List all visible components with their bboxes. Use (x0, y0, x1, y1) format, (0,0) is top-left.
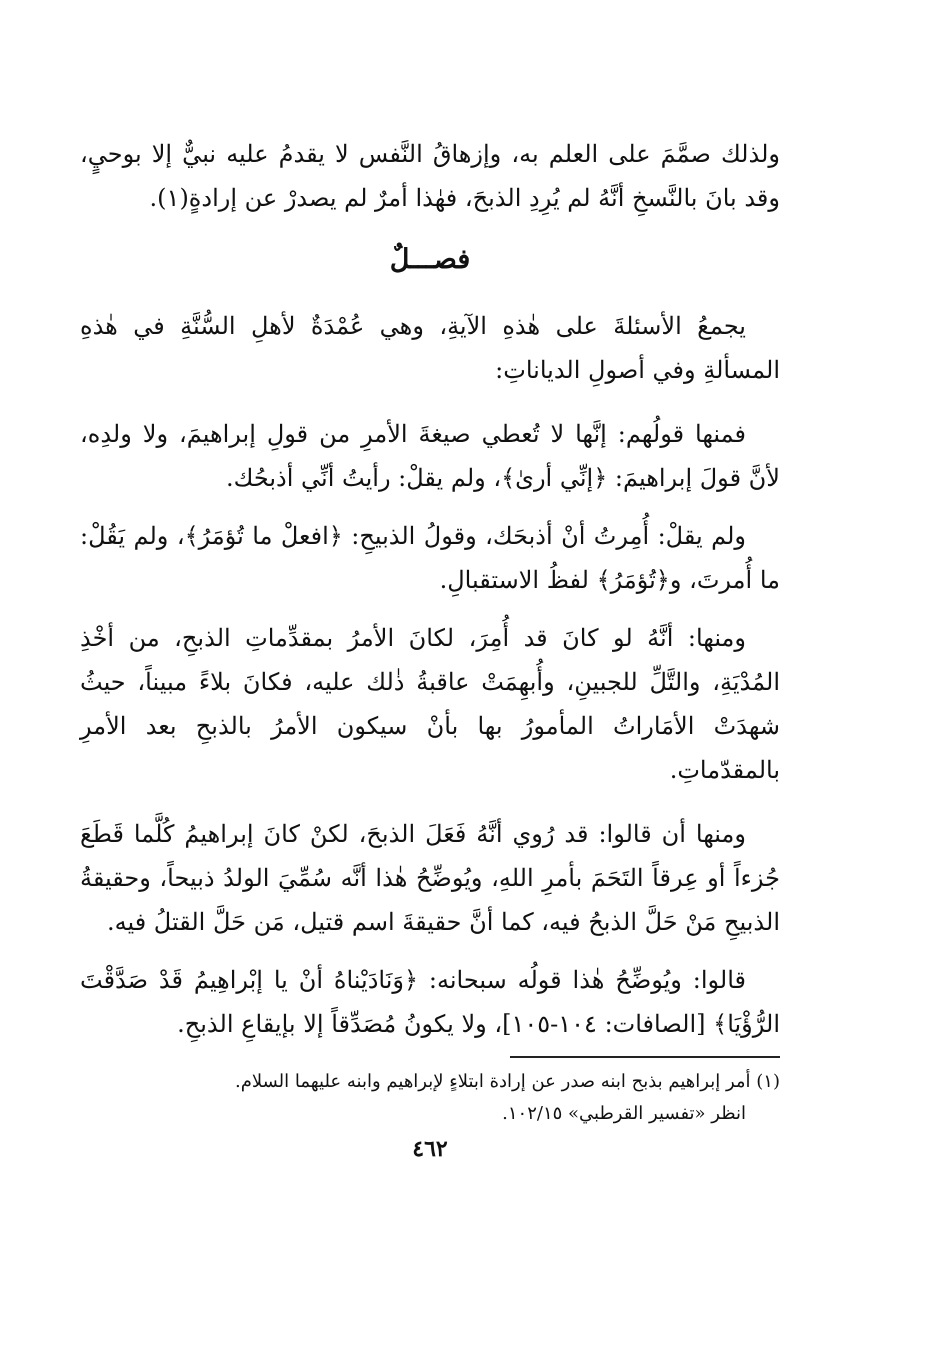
paragraph-4: ولم يقلْ: أُمِرتُ أنْ أذبحَك، وقولُ الذبيحِ: ﴿افعلْ ما تُؤمَرُ﴾، ولم يَقُلْ: ما أُمرتَ، و﴿تُؤمَرُ﴾ لفظُ الاستقبالِ. (80, 522, 780, 594)
page-number: ٤٦٢ (412, 1136, 448, 1162)
paragraph-6: ومنها أن قالوا: قد رُوي أنَّهُ فَعَلَ الذبحَ، لكنْ كانَ إبراهيمُ كُلَّما قَطَعَ جُزءاً أو عِرقاً التَحَمَ بأمرِ اللهِ، ويُوضِّحُ هٰذا أنَّه سُمِّيَ الولدُ ذبيحاً، وحقيقةُ الذبيحِ مَنْ حَلَّ الذبحُ فيه، كما أنَّ حقيقةَ اسم قتيل، مَن حَلَّ القتلُ فيه. (80, 820, 780, 936)
page-body (80, 132, 780, 1162)
section-title: فصـــلٌ (389, 244, 471, 275)
paragraph-3: فمنها قولُهم: إنَّها لا تُعطي صيغةَ الأمرِ من قولِ إبراهيمَ، ولا ولدِه، لأنَّ قولَ إبراهيمَ: ﴿إنِّي أرىٰ﴾، ولم يقلْ: رأيتُ أنِّي أذبحُك. (80, 420, 780, 492)
paragraph-5: ومنها: أنَّهُ لو كانَ قد أُمِرَ، لكانَ الأمرُ بمقدِّماتِ الذبحِ، من أخْذِ المُدْيَةِ، والتَّلِّ للجبينِ، وأُبهِمَتْ عاقبةُ ذٰلك عليه، فكانَ بلاءً مبيناً، حيثُ شهدَتْ الأمَاراتُ المأمورُ بها بأنْ سيكون الأمرُ بالذبحِ بعد الأمرِ بالمقدّماتِ. (80, 624, 780, 784)
footnote-line-1: (١) أمر إبراهيم بذبح ابنه صدر عن إرادة ابتلاءٍ لإبراهيم وابنه عليهما السلام. (234, 1071, 780, 1092)
paragraph-2: يجمعُ الأسئلةَ على هٰذهِ الآيةِ، وهي عُمْدَةٌ لأهلِ السُّنَّةِ في هٰذهِ المسألةِ وفي أصولِ الدياناتِ: (80, 312, 780, 384)
footnote-divider (510, 1056, 780, 1058)
paragraph-1: ولذلك صمَّمَ على العلم به، وإزهاقُ النَّفس لا يقدمُ عليه نبيٌّ إلا بوحيٍ، وقد بانَ بالنَّسخِ أنَّهُ لم يُرِدِ الذبحَ، فهٰذا أمرٌ لم يصدرْ عن إرادةٍ(١). (80, 140, 780, 212)
footnote-line-2: انظر «تفسير القرطبي» ١٠٢/١٥. (502, 1103, 746, 1124)
paragraph-7: قالوا: ويُوضِّحُ هٰذا قولُه سبحانه: ﴿وَنَادَيْناهُ أنْ يا إبْراهِيمُ قَدْ صَدَّقْتَ الرُّؤْيَا﴾ [الصافات: ١٠٤-١٠٥]، ولا يكونُ مُصَدِّقاً إلا بإيقاعِ الذبحِ. (80, 966, 780, 1038)
